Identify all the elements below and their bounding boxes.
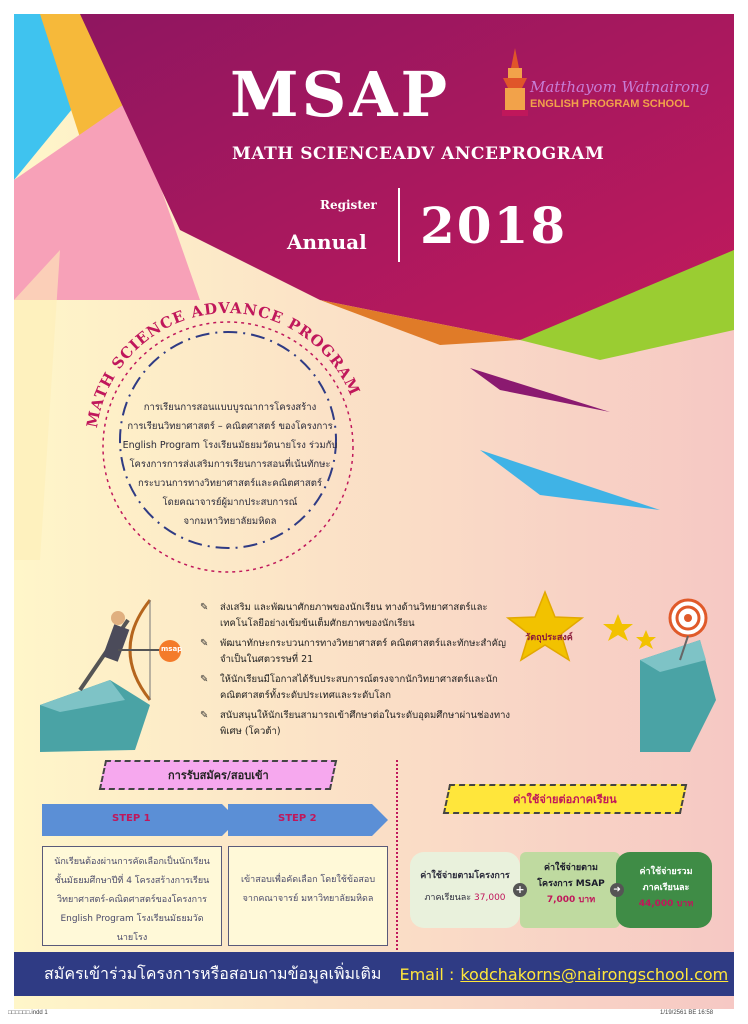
school-script-name: Matthayom Watnairong — [530, 78, 710, 96]
year-label: 2018 — [420, 196, 568, 255]
registration-tag — [99, 760, 337, 790]
pencil-icon: ✎ — [200, 674, 209, 685]
annual-label: Annual — [287, 230, 367, 254]
page-title: MSAP — [230, 58, 451, 131]
arc-title-text: MATH SCIENCE ADVANCE PROGRAM — [83, 298, 364, 430]
objectives-list — [200, 600, 530, 744]
registration-tag-label: การรับสมัคร/สอบเข้า — [167, 769, 269, 782]
description-line: English Program โรงเรียนมัธยมวัดนายโรง ร่วมกับ — [122, 440, 338, 451]
pencil-icon: ✎ — [200, 602, 209, 613]
description-line: การเรียนวิทยาศาสตร์ – คณิตศาสตร์ ของโครงการ — [127, 421, 333, 432]
arrow-right-icon: ➜ — [610, 883, 624, 897]
description-line: โครงการการส่งเสริมการเรียนการสอนที่เน้นทักษะ — [129, 459, 331, 470]
step1-label: STEP 1 — [112, 813, 151, 824]
objectives-star-label: วัตถุประสงค์ — [525, 633, 573, 643]
email-label: Email : — [399, 964, 455, 984]
list-item: ✎ สนับสนุนให้นักเรียนสามารถเข้าศึกษาต่อในระดับอุดมศึกษาผ่านช่องทางพิเศษ (โควต้า) — [200, 710, 511, 737]
description-line: โดยคณาจารย์ผู้มากประสบการณ์ — [162, 497, 298, 508]
pencil-icon: ✎ — [200, 710, 209, 721]
email-link[interactable]: kodchakorns@nairongschool.com — [460, 964, 729, 984]
print-mark-right: 1/19/2561 BE 16:58 — [660, 1010, 714, 1016]
footer-text: สมัครเข้าร่วมโครงการหรือสอบถามข้อมูลเพิ่มเติม — [44, 963, 382, 983]
header-divider — [398, 188, 400, 262]
description-line: การเรียนการสอนแบบบูรณาการโครงสร้าง — [143, 402, 317, 413]
description-line: กระบวนการทางวิทยาศาสตร์และคณิตศาสตร์ — [138, 478, 322, 489]
cost-card-program: ค่าใช้จ่ายตามโครงการ ภาคเรียนละ 37,000 — [420, 871, 510, 903]
list-item: ✎ พัฒนาทักษะกระบวนการทางวิทยาศาสตร์ คณิตศาสตร์และทักษะสำคัญจำเป็นในศตวรรษที่ 21 — [200, 638, 507, 665]
program-subtitle: MATH SCIENCEADV ANCEPROGRAM — [232, 144, 605, 164]
print-mark-left: □□□□□□.indd 1 — [8, 1010, 48, 1016]
school-name: ENGLISH PROGRAM SCHOOL — [530, 98, 690, 110]
contact-footer — [14, 952, 734, 996]
step2-label: STEP 2 — [278, 813, 317, 824]
list-item: ✎ ให้นักเรียนมีโอกาสได้รับประสบการณ์ตรงจากนักวิทยาศาสตร์และนักคณิตศาสตร์ทั้งระดับประเทศและระดับโลก — [200, 674, 498, 701]
cost-card-total: ค่าใช้จ่ายรวม ภาคเรียนละ 44,000 บาท — [638, 867, 694, 909]
cost-card-msap: ค่าใช้จ่ายตาม โครงการ MSAP 7,000 บาท — [537, 863, 605, 905]
temple-logo-icon — [500, 48, 530, 118]
msap-badge: msap — [161, 645, 183, 653]
list-item: ✎ ส่งเสริม และพัฒนาศักยภาพของนักเรียน ทางด้านวิทยาศาสตร์และเทคโนโลยีอย่างเข้มข้นเต็มศักยภาพของนักเรียน — [200, 602, 488, 629]
vertical-divider — [396, 760, 398, 950]
program-description — [118, 398, 342, 531]
description-line: จากมหาวิทยาลัยมหิดล — [183, 516, 277, 527]
cost-tag — [443, 784, 687, 814]
step2-description: เข้าสอบเพื่อคัดเลือก โดยใช้ข้อสอบ จากคณาจารย์ มหาวิทยาลัยมหิดล — [228, 846, 388, 946]
register-label: Register — [320, 198, 377, 212]
pencil-icon: ✎ — [200, 638, 209, 649]
step1-description: นักเรียนต้องผ่านการคัดเลือกเป็นนักเรียน ชั้นมัธยมศึกษาปีที่ 4 โครงสร้างการเรียน วิทยาศาสตร์-คณิตศาสตร์ของโครงการ English Program โรงเรียนมัธยมวัดนายโรง — [42, 846, 222, 946]
plus-icon: + — [513, 883, 527, 897]
cost-tag-label: ค่าใช้จ่ายต่อภาคเรียน — [513, 793, 617, 806]
